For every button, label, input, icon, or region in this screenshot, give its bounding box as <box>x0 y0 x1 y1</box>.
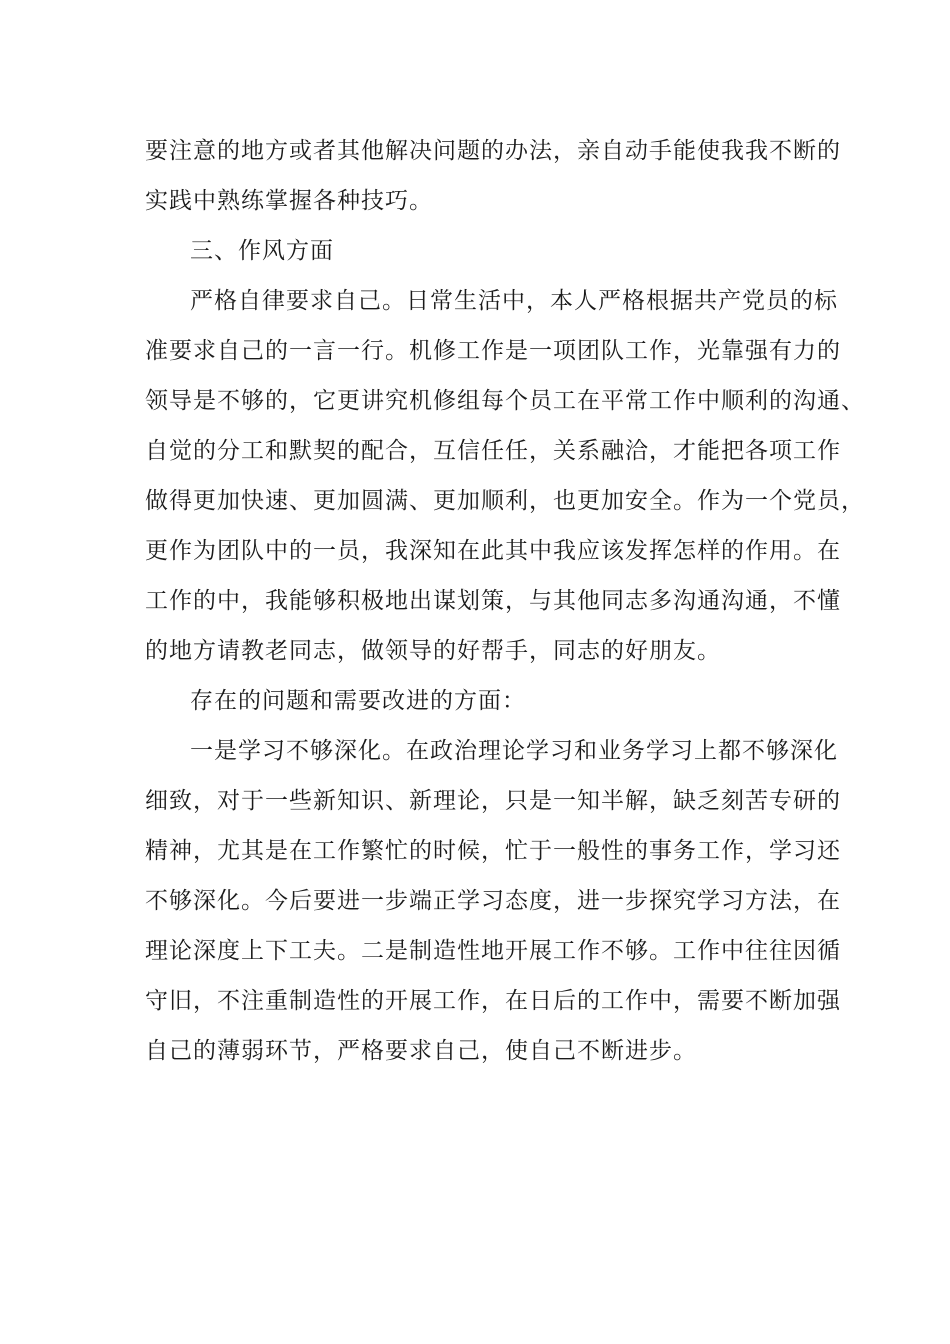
text-line: 领导是不够的，它更讲究机修组每个员工在平常工作中顺利的沟通、 <box>145 388 865 414</box>
text-line: 严格自律要求自己。日常生活中，本人严格根据共产党员的标 <box>190 288 838 314</box>
text-line: 一是学习不够深化。在政治理论学习和业务学习上都不够深化 <box>190 738 838 764</box>
text-line: 存在的问题和需要改进的方面： <box>190 688 526 714</box>
text-line: 自己的薄弱环节，严格要求自己，使自己不断进步。 <box>145 1038 697 1064</box>
text-line: 自觉的分工和默契的配合，互信任任，关系融洽，才能把各项工作 <box>145 438 841 464</box>
text-line: 理论深度上下工夫。二是制造性地开展工作不够。工作中往往因循 <box>145 938 841 964</box>
text-line: 细致，对于一些新知识、新理论，只是一知半解，缺乏刻苦专研的 <box>145 788 841 814</box>
text-line: 做得更加快速、更加圆满、更加顺利，也更加安全。作为一个党员， <box>145 488 865 514</box>
section-heading: 三、作风方面 <box>190 238 334 264</box>
text-line: 的地方请教老同志，做领导的好帮手，同志的好朋友。 <box>145 638 721 664</box>
text-line: 工作的中，我能够积极地出谋划策，与其他同志多沟通沟通，不懂 <box>145 588 841 614</box>
text-line: 不够深化。今后要进一步端正学习态度，进一步探究学习方法，在 <box>145 888 841 914</box>
text-line: 更作为团队中的一员，我深知在此其中我应该发挥怎样的作用。在 <box>145 538 841 564</box>
text-line: 要注意的地方或者其他解决问题的办法，亲自动手能使我我不断的 <box>145 138 841 164</box>
text-line: 精神，尤其是在工作繁忙的时候，忙于一般性的事务工作，学习还 <box>145 838 841 864</box>
text-line: 实践中熟练掌握各种技巧。 <box>145 188 433 214</box>
text-line: 准要求自己的一言一行。机修工作是一项团队工作，光靠强有力的 <box>145 338 841 364</box>
text-line: 守旧，不注重制造性的开展工作，在日后的工作中，需要不断加强 <box>145 988 841 1014</box>
